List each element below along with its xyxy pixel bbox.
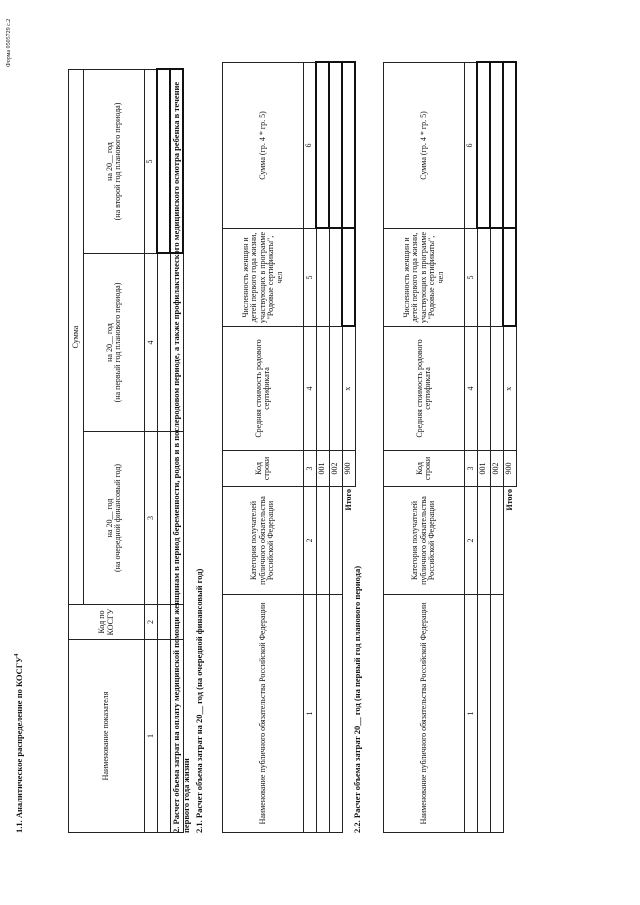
table-cell: [477, 487, 490, 595]
table-cell: [157, 70, 170, 254]
table-cell: [316, 63, 329, 229]
table-cell: [329, 229, 342, 327]
th-year-2: [84, 254, 145, 432]
col-number: 3: [465, 451, 478, 487]
table-cell: [329, 63, 342, 229]
th-year-3: [84, 70, 145, 254]
section-1-1-heading: [14, 654, 24, 833]
col-number: 5: [145, 70, 158, 254]
table-cell: [490, 327, 503, 451]
form-code: Форма 0505729 с.2: [6, 18, 12, 67]
th-sum: Сумма (гр. 4 * гр. 5): [223, 63, 304, 229]
section-2-heading: 2. Расчет объема затрат на оплату медицинской помощи женщинам в период беременности, родов и в послеродовом периоде, а также профилактического медицинского осмотра ребенка в течение первого года жизни: [171, 81, 192, 833]
th-avg-cost: Средняя стоимость родового сертификата: [223, 327, 304, 451]
footnote-mark: 4: [14, 653, 21, 657]
col-number: 6: [465, 63, 478, 229]
table-cell: [342, 63, 355, 229]
section-2-1-heading: 2.1. Расчет объема затрат на 20__ год (на очередной финансовый год): [194, 568, 204, 833]
total-avg: x: [342, 327, 355, 451]
th-year-1: [84, 432, 145, 605]
col-number: 3: [145, 432, 158, 605]
table-cell: [316, 487, 329, 595]
table-cell: [342, 229, 355, 327]
col-number: 5: [304, 229, 317, 327]
table-cell: [477, 229, 490, 327]
total-code: 900: [342, 451, 355, 487]
calc-table-2-1: [222, 62, 356, 834]
th-recipient-category: Категория получателей публичного обязательства Российской Федерации: [223, 487, 304, 595]
table-cell: [157, 432, 170, 605]
th-sum: Сумма (гр. 4 * гр. 5): [384, 63, 465, 229]
total-code: 900: [503, 451, 516, 487]
table-cell: [316, 229, 329, 327]
col-number: 2: [145, 605, 158, 640]
col-number: 5: [465, 229, 478, 327]
table-cell: [490, 595, 503, 833]
table-cell: [157, 254, 170, 432]
table-cell: [477, 327, 490, 451]
table-cell: [503, 229, 516, 327]
table-cell: [490, 229, 503, 327]
col-number: 1: [145, 640, 158, 833]
th-year-3-label: на 20__ год: [104, 142, 114, 181]
table-cell: [157, 640, 170, 833]
table-cell: [316, 327, 329, 451]
row-code: 001: [477, 451, 490, 487]
th-row-code: Код строки: [384, 451, 465, 487]
table-cell: [329, 487, 342, 595]
table-cell: [157, 605, 170, 640]
table-cell: [316, 595, 329, 833]
th-year-2-label: на 20__ год: [104, 323, 114, 362]
th-obligation-name: Наименование публичного обязательства Российской Федерации: [223, 595, 304, 833]
col-number: 1: [465, 595, 478, 833]
table-cell: [490, 487, 503, 595]
th-year-2-sub: (на первый год планового периода): [113, 282, 123, 403]
col-number: 2: [304, 487, 317, 595]
th-participants: Численность женщин и детей первого года жизни, участвующих в программе "Родовые сертификаты", чел: [223, 229, 304, 327]
table-cell: [477, 63, 490, 229]
total-avg: x: [503, 327, 516, 451]
section-1-1-heading-text: 1.1. Аналитическое распределение по КОСГУ: [14, 656, 24, 833]
th-indicator: Наименование показателя: [69, 640, 145, 833]
th-obligation-name: Наименование публичного обязательства Российской Федерации: [384, 595, 465, 833]
col-number: 2: [465, 487, 478, 595]
row-code: 002: [329, 451, 342, 487]
table-cell: [329, 595, 342, 833]
row-code: 002: [490, 451, 503, 487]
total-label: Итого: [343, 489, 353, 511]
col-number: 4: [465, 327, 478, 451]
col-number: 4: [304, 327, 317, 451]
table-cell: [490, 63, 503, 229]
table-cell: [503, 595, 516, 833]
th-row-code: Код строки: [223, 451, 304, 487]
table-cell: [477, 595, 490, 833]
row-code: 001: [316, 451, 329, 487]
th-year-1-sub: (на очередной финансовый год): [113, 463, 123, 573]
total-label: Итого: [504, 489, 514, 511]
col-number: 3: [304, 451, 317, 487]
th-recipient-category: Категория получателей публичного обязательства Российской Федерации: [384, 487, 465, 595]
th-sum: Сумма: [69, 70, 84, 605]
table-cell: [329, 327, 342, 451]
th-year-1-label: на 20__ год: [104, 498, 114, 538]
th-participants: Численность женщин и детей первого года жизни, участвующих в программе "Родовые сертификаты", чел: [384, 229, 465, 327]
table-cell: [503, 63, 516, 229]
th-avg-cost: Средняя стоимость родового сертификата: [384, 327, 465, 451]
kosgu-table: [68, 69, 184, 834]
col-number: 4: [145, 254, 158, 432]
th-year-3-sub: (на второй год планового периода): [113, 102, 123, 221]
col-number: 1: [304, 595, 317, 833]
calc-table-2-2: [383, 62, 517, 834]
th-kosgu-code: Код по КОСГУ: [69, 605, 145, 640]
col-number: 6: [304, 63, 317, 229]
section-2-2-heading: 2.2. Расчет объема затрат 20__ год (на первый год планового периода): [352, 565, 362, 833]
